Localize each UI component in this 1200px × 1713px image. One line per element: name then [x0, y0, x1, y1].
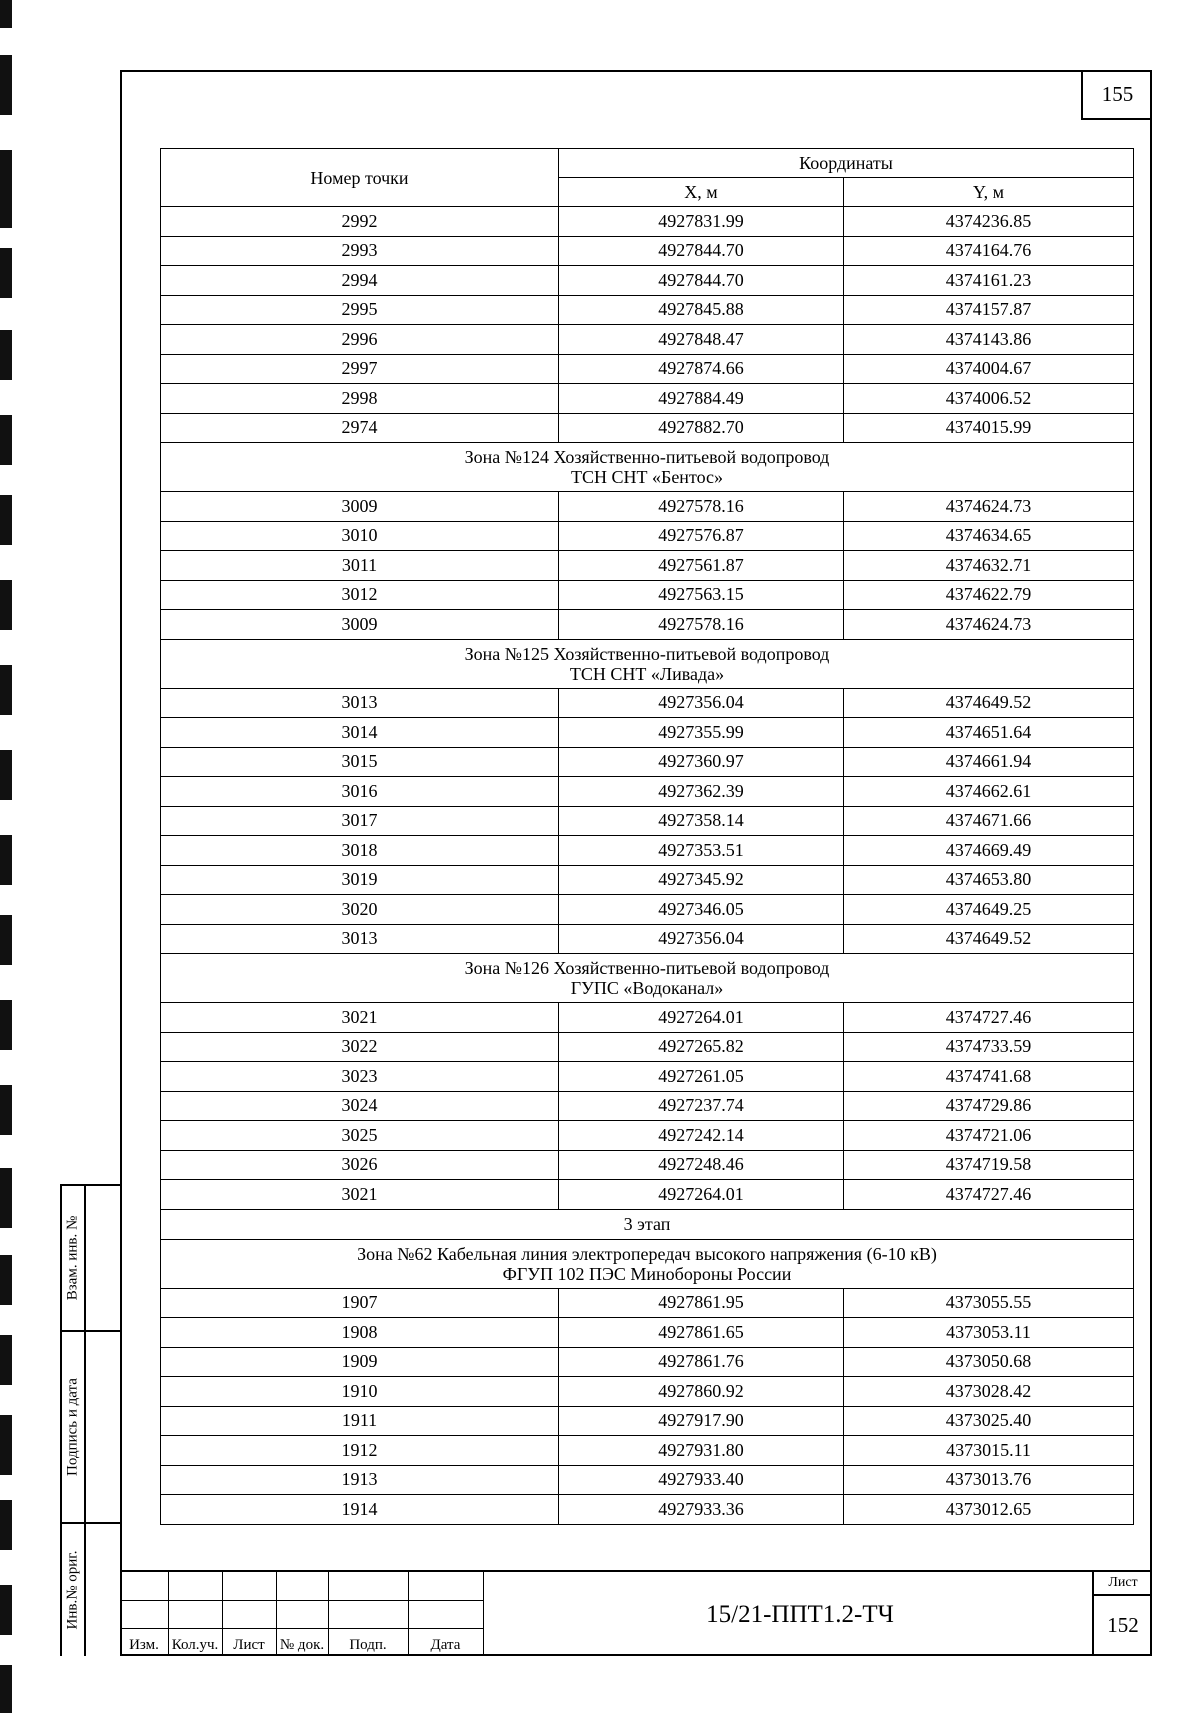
point-number-cell: 3023 — [161, 1062, 559, 1092]
y-coordinate-cell: 4373025.40 — [844, 1406, 1134, 1436]
sheet-box — [1092, 1570, 1152, 1656]
y-coordinate-cell: 4374157.87 — [844, 295, 1134, 325]
x-coordinate-cell: 4927356.04 — [559, 688, 844, 718]
header-y: Y, м — [844, 178, 1134, 207]
point-number-cell: 3009 — [161, 610, 559, 640]
x-coordinate-cell: 4927261.05 — [559, 1062, 844, 1092]
point-number-cell: 2994 — [161, 266, 559, 296]
y-coordinate-cell: 4374624.73 — [844, 492, 1134, 522]
y-coordinate-cell: 4373028.42 — [844, 1377, 1134, 1407]
zone-row — [161, 639, 1134, 688]
zone-row — [161, 1239, 1134, 1288]
scan-edge-mark — [0, 835, 12, 885]
point-number-cell: 3009 — [161, 492, 559, 522]
x-coordinate-cell: 4927242.14 — [559, 1121, 844, 1151]
table-row — [161, 384, 1134, 414]
y-coordinate-cell: 4374622.79 — [844, 580, 1134, 610]
table-row — [161, 1003, 1134, 1033]
x-coordinate-cell: 4927356.04 — [559, 924, 844, 954]
point-number-cell: 3018 — [161, 836, 559, 866]
point-number-cell: 1909 — [161, 1347, 559, 1377]
stamp-kol-uch: Кол.уч. — [171, 1637, 219, 1653]
y-coordinate-cell: 4374164.76 — [844, 236, 1134, 266]
y-coordinate-cell: 4374653.80 — [844, 865, 1134, 895]
x-coordinate-cell: 4927264.01 — [559, 1003, 844, 1033]
x-coordinate-cell: 4927917.90 — [559, 1406, 844, 1436]
x-coordinate-cell: 4927561.87 — [559, 551, 844, 581]
scan-edge-mark — [0, 1415, 12, 1475]
y-coordinate-cell: 4374661.94 — [844, 747, 1134, 777]
y-coordinate-cell: 4374669.49 — [844, 836, 1134, 866]
x-coordinate-cell: 4927933.40 — [559, 1465, 844, 1495]
table-row — [161, 777, 1134, 807]
scan-edge-mark — [0, 1500, 12, 1550]
table-row — [161, 1032, 1134, 1062]
side-cell-replace-inv — [62, 1186, 120, 1332]
table-row — [161, 580, 1134, 610]
x-coordinate-cell: 4927362.39 — [559, 777, 844, 807]
x-coordinate-cell: 4927248.46 — [559, 1150, 844, 1180]
point-number-cell: 2997 — [161, 354, 559, 384]
point-number-cell: 2992 — [161, 207, 559, 237]
page-number-top: 155 — [1081, 70, 1152, 120]
x-coordinate-cell: 4927264.01 — [559, 1180, 844, 1210]
y-coordinate-cell: 4374624.73 — [844, 610, 1134, 640]
table-row — [161, 924, 1134, 954]
x-coordinate-cell: 4927845.88 — [559, 295, 844, 325]
point-number-cell: 3020 — [161, 895, 559, 925]
x-coordinate-cell: 4927931.80 — [559, 1436, 844, 1466]
scan-edge-mark — [0, 1000, 12, 1050]
side-label-sign-date — [62, 1332, 86, 1522]
scan-edge-mark — [0, 150, 12, 228]
stamp-list: Лист — [233, 1637, 265, 1653]
table-row — [161, 1436, 1134, 1466]
scan-edge-mark — [0, 1085, 12, 1135]
scan-edge-mark — [0, 665, 12, 715]
scan-edge-mark — [0, 1335, 12, 1385]
y-coordinate-cell: 4374721.06 — [844, 1121, 1134, 1151]
table-row — [161, 895, 1134, 925]
side-stamp — [60, 1184, 120, 1656]
x-coordinate-cell: 4927237.74 — [559, 1091, 844, 1121]
x-coordinate-cell: 4927861.95 — [559, 1288, 844, 1318]
title-line: ФГУП 102 ПЭС Минобороны России — [502, 1263, 792, 1284]
table-row — [161, 806, 1134, 836]
header-coordinates: Координаты — [559, 149, 1134, 178]
x-coordinate-cell: 4927353.51 — [559, 836, 844, 866]
x-coordinate-cell: 4927578.16 — [559, 610, 844, 640]
y-coordinate-cell: 4374004.67 — [844, 354, 1134, 384]
table-row — [161, 1180, 1134, 1210]
scan-edge-mark — [0, 415, 12, 465]
y-coordinate-cell: 4373050.68 — [844, 1347, 1134, 1377]
y-coordinate-cell: 4373012.65 — [844, 1495, 1134, 1525]
table-row — [161, 492, 1134, 522]
scan-edge-mark — [0, 0, 12, 28]
table-row — [161, 551, 1134, 581]
y-coordinate-cell: 4374671.66 — [844, 806, 1134, 836]
point-number-cell: 3017 — [161, 806, 559, 836]
stamp-data: Дата — [430, 1637, 461, 1653]
y-coordinate-cell: 4373053.11 — [844, 1318, 1134, 1348]
table-row — [161, 413, 1134, 443]
point-number-cell: 1907 — [161, 1288, 559, 1318]
x-coordinate-cell: 4927578.16 — [559, 492, 844, 522]
table-row — [161, 1091, 1134, 1121]
y-coordinate-cell: 4374634.65 — [844, 521, 1134, 551]
scan-edge-mark — [0, 330, 12, 380]
point-number-cell: 2996 — [161, 325, 559, 355]
scan-edge-mark — [0, 1255, 12, 1305]
x-coordinate-cell: 4927884.49 — [559, 384, 844, 414]
sheet-label: Лист — [1094, 1570, 1152, 1596]
table-row — [161, 1062, 1134, 1092]
scan-edge-mark — [0, 248, 12, 298]
y-coordinate-cell: 4373015.11 — [844, 1436, 1134, 1466]
scan-edge-mark — [0, 915, 12, 965]
y-coordinate-cell: 4374015.99 — [844, 413, 1134, 443]
title-line: Зона №126 Хозяйственно-питьевой водопровод — [464, 958, 830, 978]
header-point-number: Номер точки — [161, 149, 559, 207]
point-number-cell: 3026 — [161, 1150, 559, 1180]
x-coordinate-cell: 4927360.97 — [559, 747, 844, 777]
x-coordinate-cell: 4927874.66 — [559, 354, 844, 384]
point-number-cell: 1911 — [161, 1406, 559, 1436]
x-coordinate-cell: 4927860.92 — [559, 1377, 844, 1407]
y-coordinate-cell: 4374649.25 — [844, 895, 1134, 925]
table-row — [161, 1377, 1134, 1407]
table-row — [161, 1150, 1134, 1180]
table-row — [161, 718, 1134, 748]
table-row — [161, 865, 1134, 895]
point-number-cell: 1910 — [161, 1377, 559, 1407]
y-coordinate-cell: 4374719.58 — [844, 1150, 1134, 1180]
y-coordinate-cell: 4373055.55 — [844, 1288, 1134, 1318]
y-coordinate-cell: 4374006.52 — [844, 384, 1134, 414]
side-cell-sign-date — [62, 1332, 120, 1524]
table-row — [161, 1465, 1134, 1495]
zone-title — [161, 1239, 1134, 1288]
y-coordinate-cell: 4374733.59 — [844, 1032, 1134, 1062]
y-coordinate-cell: 4374727.46 — [844, 1003, 1134, 1033]
replace-inv-label: Взам. инв. № — [64, 1215, 81, 1301]
x-coordinate-cell: 4927345.92 — [559, 865, 844, 895]
scan-edge-mark — [0, 495, 12, 545]
point-number-cell: 3022 — [161, 1032, 559, 1062]
stage-title — [161, 1209, 1134, 1239]
table-row — [161, 521, 1134, 551]
table-row — [161, 1406, 1134, 1436]
point-number-cell: 2993 — [161, 236, 559, 266]
point-number-cell: 3014 — [161, 718, 559, 748]
coordinates-table — [160, 148, 1134, 1525]
point-number-cell: 1908 — [161, 1318, 559, 1348]
x-coordinate-cell: 4927563.15 — [559, 580, 844, 610]
point-number-cell: 3015 — [161, 747, 559, 777]
zone-title — [161, 639, 1134, 688]
x-coordinate-cell: 4927861.76 — [559, 1347, 844, 1377]
point-number-cell: 1913 — [161, 1465, 559, 1495]
y-coordinate-cell: 4374161.23 — [844, 266, 1134, 296]
y-coordinate-cell: 4374662.61 — [844, 777, 1134, 807]
point-number-cell: 3010 — [161, 521, 559, 551]
table-row — [161, 836, 1134, 866]
zone-title — [161, 954, 1134, 1003]
title-line: 3 этап — [623, 1213, 671, 1234]
scan-edge-mark — [0, 580, 12, 630]
stamp-izm: Изм. — [129, 1637, 159, 1653]
table-row — [161, 1121, 1134, 1151]
table-row — [161, 1347, 1134, 1377]
y-coordinate-cell: 4374741.68 — [844, 1062, 1134, 1092]
table-row — [161, 1495, 1134, 1525]
table-row — [161, 354, 1134, 384]
title-line: ТСН СНТ «Ливада» — [569, 663, 725, 684]
title-line: ГУПС «Водоканал» — [570, 978, 724, 998]
x-coordinate-cell: 4927576.87 — [559, 521, 844, 551]
point-number-cell: 3021 — [161, 1180, 559, 1210]
document-code: 15/21-ППТ1.2-ТЧ — [706, 1601, 894, 1628]
stage-row — [161, 1209, 1134, 1239]
table-row — [161, 1288, 1134, 1318]
point-number-cell: 3016 — [161, 777, 559, 807]
x-coordinate-cell: 4927831.99 — [559, 207, 844, 237]
point-number-cell: 3011 — [161, 551, 559, 581]
y-coordinate-cell: 4374651.64 — [844, 718, 1134, 748]
x-coordinate-cell: 4927848.47 — [559, 325, 844, 355]
x-coordinate-cell: 4927358.14 — [559, 806, 844, 836]
point-number-cell: 3013 — [161, 924, 559, 954]
point-number-cell: 3012 — [161, 580, 559, 610]
sheet-number: 152 — [1107, 1613, 1139, 1637]
table-row — [161, 295, 1134, 325]
y-coordinate-cell: 4374729.86 — [844, 1091, 1134, 1121]
point-number-cell: 3019 — [161, 865, 559, 895]
title-line: Зона №62 Кабельная линия электропередач высокого напряжения (6-10 кВ) — [357, 1243, 937, 1264]
y-coordinate-cell: 4374632.71 — [844, 551, 1134, 581]
x-coordinate-cell: 4927346.05 — [559, 895, 844, 925]
header-x: X, м — [559, 178, 844, 207]
side-label-inv-orig — [62, 1524, 86, 1656]
inv-orig-label: Инв.№ ориг. — [64, 1550, 81, 1630]
point-number-cell: 2974 — [161, 413, 559, 443]
point-number-cell: 2995 — [161, 295, 559, 325]
x-coordinate-cell: 4927844.70 — [559, 266, 844, 296]
table-row — [161, 610, 1134, 640]
table-row — [161, 325, 1134, 355]
y-coordinate-cell: 4374143.86 — [844, 325, 1134, 355]
zone-row — [161, 443, 1134, 492]
title-line: Зона №125 Хозяйственно-питьевой водопровод — [464, 643, 830, 664]
x-coordinate-cell: 4927933.36 — [559, 1495, 844, 1525]
point-number-cell: 3021 — [161, 1003, 559, 1033]
side-cell-inv-orig — [62, 1524, 120, 1656]
point-number-cell: 1914 — [161, 1495, 559, 1525]
x-coordinate-cell: 4927265.82 — [559, 1032, 844, 1062]
y-coordinate-cell: 4373013.76 — [844, 1465, 1134, 1495]
y-coordinate-cell: 4374727.46 — [844, 1180, 1134, 1210]
stamp-podp: Подп. — [349, 1637, 387, 1653]
point-number-cell: 1912 — [161, 1436, 559, 1466]
table-row — [161, 747, 1134, 777]
y-coordinate-cell: 4374649.52 — [844, 688, 1134, 718]
table-row — [161, 207, 1134, 237]
point-number-cell: 3024 — [161, 1091, 559, 1121]
title-line: ТСН СНТ «Бентос» — [570, 467, 724, 487]
scan-edge-mark — [0, 750, 12, 800]
table-row — [161, 236, 1134, 266]
point-number-cell: 3013 — [161, 688, 559, 718]
x-coordinate-cell: 4927844.70 — [559, 236, 844, 266]
y-coordinate-cell: 4374236.85 — [844, 207, 1134, 237]
sign-date-label: Подпись и дата — [64, 1378, 81, 1476]
scan-edge-mark — [0, 1665, 12, 1713]
point-number-cell: 3025 — [161, 1121, 559, 1151]
zone-title — [161, 443, 1134, 492]
zone-row — [161, 954, 1134, 1003]
coordinates-body — [161, 207, 1134, 1525]
title-line: Зона №124 Хозяйственно-питьевой водопровод — [464, 447, 830, 467]
x-coordinate-cell: 4927355.99 — [559, 718, 844, 748]
table-row — [161, 1318, 1134, 1348]
scan-edge-mark — [0, 1168, 12, 1228]
scan-edge-mark — [0, 1585, 12, 1635]
x-coordinate-cell: 4927882.70 — [559, 413, 844, 443]
stamp-doc-no: № док. — [279, 1637, 325, 1653]
scan-edge-mark — [0, 55, 12, 115]
side-label-replace-inv — [62, 1186, 86, 1330]
point-number-cell: 2998 — [161, 384, 559, 414]
table-row — [161, 688, 1134, 718]
table-row — [161, 266, 1134, 296]
x-coordinate-cell: 4927861.65 — [559, 1318, 844, 1348]
y-coordinate-cell: 4374649.52 — [844, 924, 1134, 954]
